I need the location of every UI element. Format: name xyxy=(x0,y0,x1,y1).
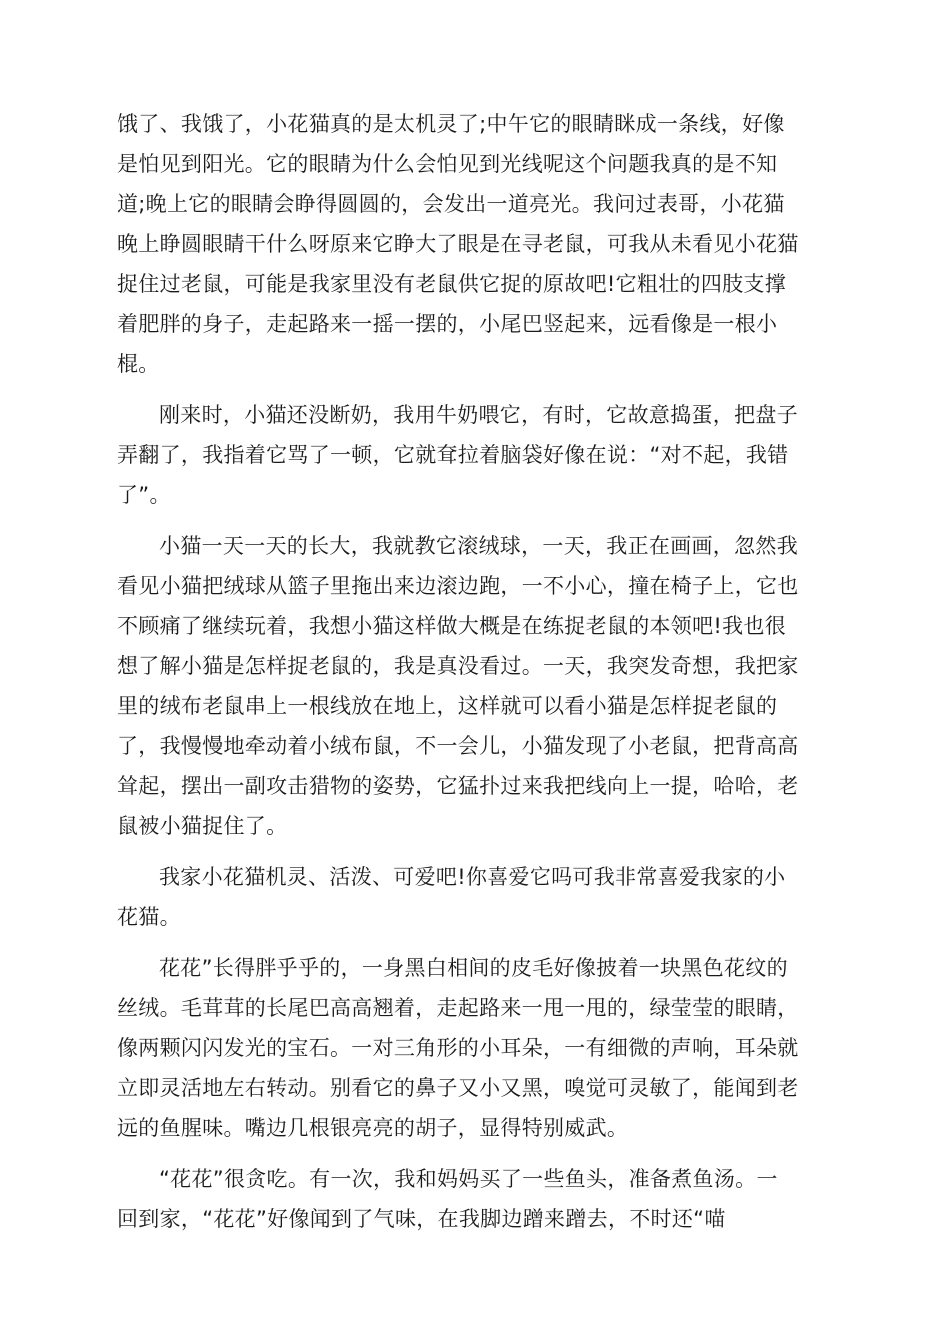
text-line: 丝绒。毛茸茸的长尾巴高高翘着，走起路来一甩一甩的，绿莹莹的眼睛， xyxy=(117,996,799,1020)
paragraph-gap xyxy=(117,937,837,948)
text-line: 不顾痛了继续玩着，我想小猫这样做大概是在练捉老鼠的本领吧!我也很 xyxy=(117,614,787,638)
paragraph-gap xyxy=(117,515,837,526)
text-line: 着肥胖的身子，走起路来一摇一摆的，小尾巴竖起来，远看像是一根小 xyxy=(117,312,778,336)
text-line: 小猫一天一天的长大，我就教它滚绒球，一天，我正在画画，忽然我 xyxy=(159,534,798,558)
text-line: “花花”很贪吃。有一次，我和妈妈买了一些鱼头，准备煮鱼汤。一 xyxy=(159,1167,778,1191)
text-line: 我家小花猫机灵、活泼、可爱吧!你喜爱它吗可我非常喜爱我家的小 xyxy=(159,865,786,889)
paragraph-2 xyxy=(117,395,837,515)
text-line: 花花”长得胖乎乎的，一身黑白相间的皮毛好像披着一块黑色花纹的 xyxy=(159,956,788,980)
text-line: 捉住过老鼠，可能是我家里没有老鼠供它捉的原故吧!它粗壮的四肢支撑 xyxy=(117,272,787,296)
paragraph-5 xyxy=(117,948,837,1148)
text-line: 像两颗闪闪发光的宝石。一对三角形的小耳朵，一有细微的声响，耳朵就 xyxy=(117,1036,799,1060)
paragraph-3 xyxy=(117,526,837,846)
text-line: 回到家，“花花”好像闻到了气味，在我脚边蹭来蹭去，不时还“喵 xyxy=(117,1207,726,1231)
text-line: 了，我慢慢地牵动着小绒布鼠，不一会儿，小猫发现了小老鼠，把背高高 xyxy=(117,734,799,758)
text-line: 刚来时，小猫还没断奶，我用牛奶喂它，有时，它故意捣蛋，把盘子 xyxy=(159,403,798,427)
paragraph-1 xyxy=(117,104,837,384)
paragraph-gap xyxy=(117,384,837,395)
text-line: 耸起，摆出一副攻击猎物的姿势，它猛扑过来我把线向上一提，哈哈，老 xyxy=(117,774,799,798)
text-line: 远的鱼腥味。嘴边几根银亮亮的胡子，显得特别威武。 xyxy=(117,1116,629,1140)
paragraph-gap xyxy=(117,846,837,857)
paragraph-gap xyxy=(117,1148,837,1159)
text-line: 道;晚上它的眼睛会睁得圆圆的，会发出一道亮光。我问过表哥，小花猫 xyxy=(117,192,785,216)
text-line: 看见小猫把绒球从篮子里拖出来边滚边跑，一不小心，撞在椅子上，它也 xyxy=(117,574,799,598)
text-line: 饿了、我饿了，小花猫真的是太机灵了;中午它的眼睛眯成一条线，好像 xyxy=(117,112,785,136)
paragraph-4 xyxy=(117,857,837,937)
text-line: 里的绒布老鼠串上一根线放在地上，这样就可以看小猫是怎样捉老鼠的 xyxy=(117,694,778,718)
document-body xyxy=(117,104,837,1239)
text-line: 棍。 xyxy=(117,352,160,376)
text-line: 弄翻了，我指着它骂了一顿，它就耷拉着脑袋好像在说：“对不起，我错 xyxy=(117,443,789,467)
paragraph-6 xyxy=(117,1159,837,1239)
text-line: 立即灵活地左右转动。别看它的鼻子又小又黑，嗅觉可灵敏了，能闻到老 xyxy=(117,1076,799,1100)
text-line: 花猫。 xyxy=(117,905,181,929)
text-line: 鼠被小猫捉住了。 xyxy=(117,814,288,838)
text-line: 是怕见到阳光。它的眼睛为什么会怕见到光线呢这个问题我真的是不知 xyxy=(117,152,778,176)
text-line: 晚上睁圆眼睛干什么呀原来它睁大了眼是在寻老鼠，可我从未看见小花猫 xyxy=(117,232,799,256)
text-line: 了”。 xyxy=(117,483,171,507)
text-line: 想了解小猫是怎样捉老鼠的，我是真没看过。一天，我突发奇想，我把家 xyxy=(117,654,799,678)
